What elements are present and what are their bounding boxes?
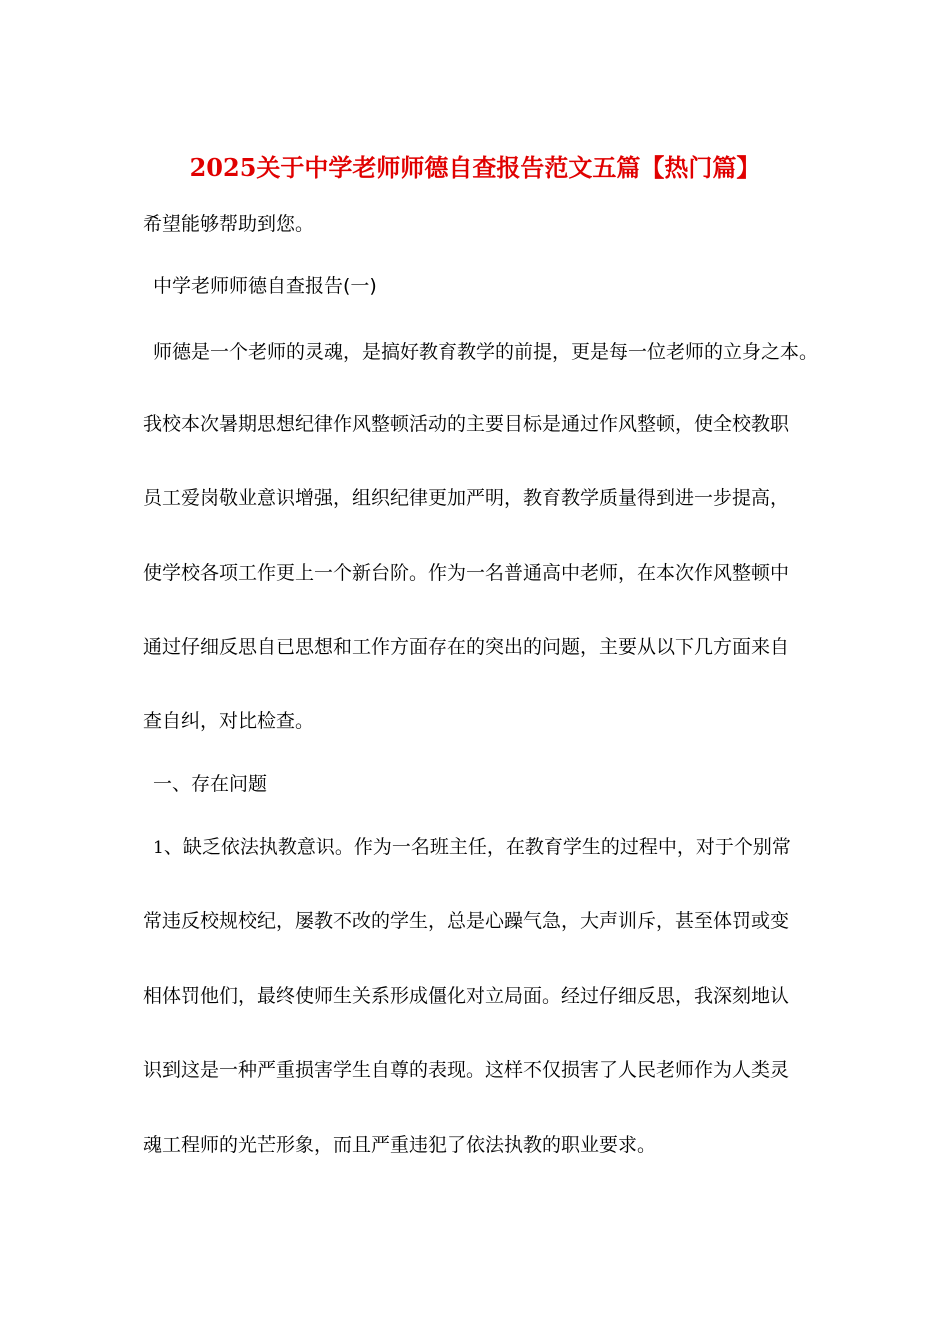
section-heading: 中学老师师德自查报告(一) xyxy=(153,275,377,297)
list-item-line: 魂工程师的光芒形象，而且严重违犯了依法执教的职业要求。 xyxy=(143,1134,657,1156)
paragraph-line: 师德是一个老师的灵魂，是搞好教育教学的前提，更是每一位老师的立身之本。 xyxy=(153,341,819,363)
list-item-line: 相体罚他们，最终使师生关系形成僵化对立局面。经过仔细反思，我深刻地认 xyxy=(143,985,790,1007)
list-item-line: 常违反校规校纪，屡教不改的学生，总是心躁气急，大声训斥，甚至体罚或变 xyxy=(143,910,790,932)
list-item-line xyxy=(153,833,791,862)
list-item-text: 、缺乏依法执教意识。作为一名班主任，在教育学生的过程中，对于个别常 xyxy=(163,836,791,858)
paragraph-line: 使学校各项工作更上一个新台阶。作为一名普通高中老师，在本次作风整顿中 xyxy=(143,562,790,584)
paragraph-line: 查自纠，对比检查。 xyxy=(143,710,315,732)
list-item-number: 1 xyxy=(153,838,164,858)
subheading: 一、存在问题 xyxy=(153,773,268,795)
paragraph-line: 通过仔细反思自已思想和工作方面存在的突出的问题，主要从以下几方面来自 xyxy=(143,636,790,658)
paragraph-line: 员工爱岗敬业意识增强，组织纪律更加严明，教育教学质量得到进一步提高， xyxy=(143,487,790,509)
document-title: 2025关于中学老师师德自查报告范文五篇【热门篇】 xyxy=(189,153,761,182)
list-item-line: 识到这是一种严重损害学生自尊的表现。这样不仅损害了人民老师作为人类灵 xyxy=(143,1059,790,1081)
intro-text: 希望能够帮助到您。 xyxy=(143,213,315,235)
paragraph-line: 我校本次暑期思想纪律作风整顿活动的主要目标是通过作风整顿，使全校教职 xyxy=(143,413,790,435)
